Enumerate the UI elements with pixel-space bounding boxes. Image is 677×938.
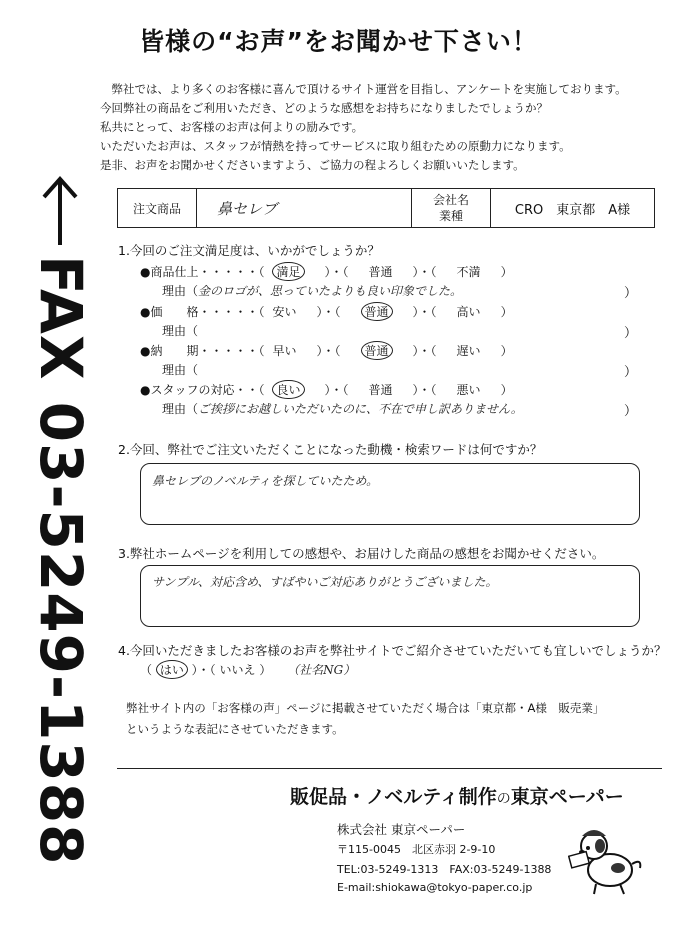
q1-reason-text: 金のロゴが、思っていたよりも良い印象でした。	[198, 284, 463, 298]
q1-reason-close: ）	[624, 404, 638, 419]
q1-item-label: ●商品仕上・・・・・（	[140, 265, 265, 279]
q4-options: （ はい ）・（ いいえ ） （社名NG）	[140, 660, 355, 679]
q1-reason-close: ）	[624, 286, 638, 301]
q1-option: 高い	[456, 305, 481, 319]
q1-rating-row: ●納 期・・・・・（ 早い ）・（ 普通 ）・（ 遅い ）	[140, 341, 513, 360]
product-value: 鼻セレブ	[197, 189, 412, 228]
q1-option: 良い	[272, 380, 304, 399]
q1-reason-row	[162, 282, 462, 299]
q1-reason-row	[162, 322, 198, 339]
page-title: 皆様の“お声”をお聞かせ下さい！	[139, 27, 538, 56]
company-value: CRO 東京都 A様	[491, 189, 655, 228]
notice-line: 弊社サイト内の「お客様の声」ページに掲載させていただく場合は「東京都・A様 販売業」	[126, 701, 605, 715]
intro-text	[100, 80, 665, 175]
q1-reason-row	[162, 400, 523, 417]
intro-line: いただいたお声は、スタッフが情熱を持ってサービスに取り組むための原動力になります。	[100, 139, 571, 153]
q4-no: いいえ	[219, 663, 256, 677]
company-industry-label	[412, 189, 491, 228]
q1-reason-label: 理由（	[162, 363, 199, 377]
q1-item-label: ●納 期・・・・・（	[140, 344, 265, 358]
q1-reason-label: 理由（	[162, 402, 199, 416]
q1-item-label: ●スタッフの対応・・（	[140, 383, 265, 397]
q1-rating-row: ●商品仕上・・・・・（ 満足 ）・（ 普通 ）・（ 不満 ）	[140, 262, 513, 281]
q1-reason-close: ）	[624, 365, 638, 380]
q1-option: 悪い	[456, 383, 481, 397]
q1-option: 普通	[368, 383, 393, 397]
q1-option: 遅い	[456, 344, 481, 358]
q1-rating-row: ●スタッフの対応・・（ 良い ）・（ 普通 ）・（ 悪い ）	[140, 380, 513, 399]
company-tel-fax: TEL:03-5249-1313 FAX:03-5249-1388	[337, 863, 552, 876]
company-tagline	[290, 782, 624, 809]
q1-option: 安い	[272, 305, 297, 319]
q3-heading: 3.弊社ホームページを利用しての感想や、お届けした商品の感想をお聞かせください。	[118, 546, 605, 561]
q1-option: 普通	[361, 302, 393, 321]
q1-reason-row	[162, 361, 198, 378]
q1-heading: 1.今回のご注文満足度は、いかがでしょうか？	[118, 243, 380, 258]
fax-number: FAX 03-5249-1388	[27, 255, 95, 866]
q1-option: 普通	[368, 265, 393, 279]
intro-line: 是非、お声をお聞かせくださいますよう、ご協力の程よろしくお願いいたします。	[100, 158, 525, 172]
q1-option: 普通	[361, 341, 393, 360]
fax-banner	[27, 175, 100, 866]
q1-reason-close: ）	[624, 326, 638, 341]
q1-option: 不満	[456, 265, 481, 279]
company-name: 株式会社 東京ペーパー	[337, 822, 466, 837]
q1-item-label: ●価 格・・・・・（	[140, 305, 265, 319]
dog-mascot-icon	[568, 818, 648, 898]
company-email: E-mail:shiokawa@tokyo-paper.co.jp	[337, 881, 533, 894]
intro-line: 弊社では、より多くのお客様に喜んで頂けるサイト運営を目指し、アンケートを実施しております。	[111, 82, 627, 96]
notice	[126, 698, 604, 740]
company-address: 〒115-0045 北区赤羽 2-9-10	[337, 843, 496, 856]
q1-reason-text: ご挨拶にお越しいただいたのに、不在で申し訳ありません。	[198, 402, 523, 416]
q3-answer: サンプル、対応含め、すばやいご対応ありがとうございました。	[152, 575, 498, 589]
q1-reason-label: 理由（	[162, 324, 199, 338]
product-label: 注文商品	[118, 189, 197, 228]
q4-yes: はい	[156, 660, 188, 679]
divider	[117, 768, 662, 769]
notice-line: というような表記にさせていただきます。	[126, 722, 344, 736]
tagline-particle: の	[496, 791, 511, 807]
q1-option: 早い	[272, 344, 297, 358]
q1-option: 満足	[272, 262, 304, 281]
company-label: 会社名	[432, 193, 469, 207]
order-table	[117, 188, 655, 228]
q4-note: （社名NG）	[287, 663, 356, 677]
q1-reason-label: 理由（	[162, 284, 199, 298]
intro-line: 今回弊社の商品をご利用いただき、どのような感想をお持ちになりましたでしょうか？	[100, 101, 549, 115]
q1-rating-row: ●価 格・・・・・（ 安い ）・（ 普通 ）・（ 高い ）	[140, 302, 513, 321]
intro-line: 私共にとって、お客様のお声は何よりの励みです。	[100, 120, 364, 134]
tagline-brand: 東京ペーパー	[510, 786, 624, 808]
q2-heading: 2.今回、弊社でご注文いただくことになった動機・検索ワードは何ですか？	[118, 442, 543, 457]
tagline-main: 販促品・ノベルティ制作	[290, 786, 497, 808]
q2-answer: 鼻セレブのノベルティを探していたため。	[152, 474, 379, 488]
up-arrow-icon	[40, 175, 80, 247]
q4-heading: 4.今回いただきましたお客様のお声を弊社サイトでご紹介させていただいても宜しいでしょうか？	[118, 643, 667, 658]
industry-label: 業種	[438, 209, 463, 223]
